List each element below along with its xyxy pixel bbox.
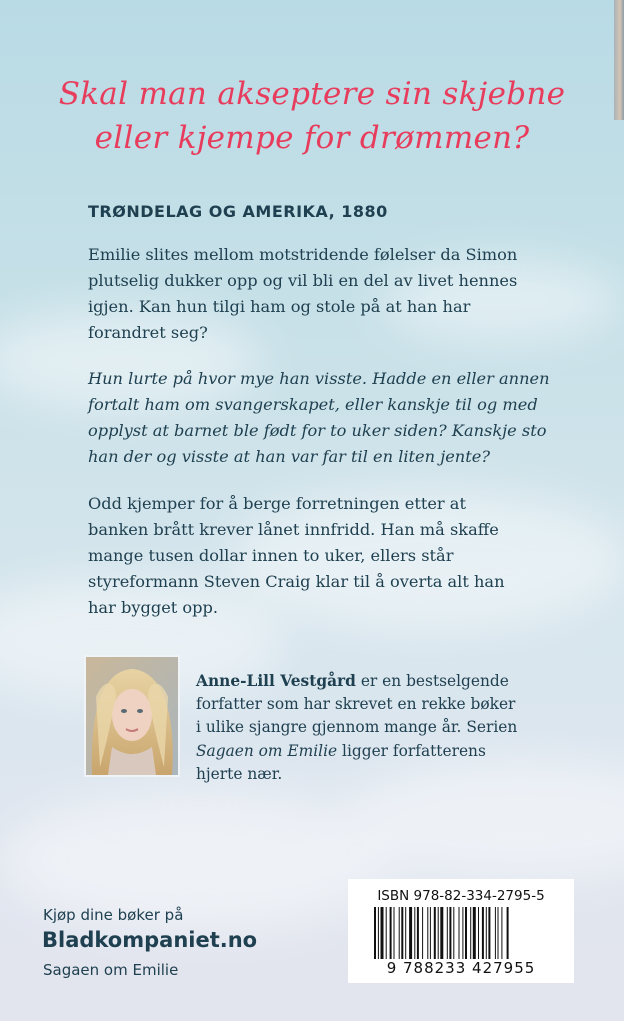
barcode-number: 9 788233 427955 [386, 959, 536, 977]
text-line: plutselig dukker opp og vil bli en del av livet hennes [88, 271, 518, 290]
isbn-label: ISBN 978-82-334-2795-5 [377, 888, 545, 904]
blurb-paragraph-1 [88, 242, 548, 346]
series-name: Sagaen om Emilie [43, 961, 179, 979]
series-title: Sagaen om Emilie [196, 741, 338, 760]
author-bio-line: forfatter som har skrevet en rekke bøker [196, 695, 516, 714]
setting-heading: TRØNDELAG OG AMERIKA, 1880 [88, 202, 388, 221]
text-line: Emilie slites mellom motstridende følelser da Simon [88, 245, 518, 264]
author-bio-text: ligger forfatterens [337, 741, 486, 760]
barcode-icon [374, 907, 550, 959]
text-line: han der og visste at han var far til en liten jente? [88, 447, 491, 466]
tagline-line-1: Skal man akseptere sin skjebne [58, 76, 566, 112]
author-photo [84, 655, 180, 777]
text-line: banken brått krever lånet innfridd. Han må skaffe [88, 520, 499, 539]
text-line: igjen. Kan hun tilgi ham og stole på at han har [88, 297, 471, 316]
text-line: Odd kjemper for å berge forretningen etter at [88, 494, 466, 513]
author-bio-line: i ulike sjangre gjennom mange år. Serien [196, 718, 518, 737]
author-bio-line: hjerte nær. [196, 764, 283, 783]
author-bio-line [196, 670, 576, 693]
text-line: forandret seg? [88, 323, 208, 342]
excerpt-paragraph [88, 366, 548, 470]
author-bio-text: er en bestselgende [355, 672, 509, 690]
text-line: styreformann Steven Craig klar til å overta alt han [88, 572, 505, 591]
cover-edge-photo [614, 0, 624, 120]
text-line: opplyst at barnet ble født for to uker siden? Kanskje sto [88, 421, 547, 440]
text-line: mange tusen dollar innen to uker, ellers står [88, 546, 454, 565]
blurb-paragraph-2 [88, 491, 548, 621]
text-line: Hun lurte på hvor mye han visste. Hadde en eller annen [88, 369, 550, 388]
author-name: Anne-Lill Vestgård [196, 672, 356, 690]
barcode-panel [348, 879, 574, 983]
author-bio-line [196, 740, 576, 763]
tagline [40, 72, 584, 160]
tagline-line-2: eller kjempe for drømmen? [94, 120, 530, 156]
author-bio [196, 670, 576, 786]
text-line: fortalt ham om svangerskapet, eller kanskje til og med [88, 395, 538, 414]
text-line: har bygget opp. [88, 598, 219, 617]
buy-books-text: Kjøp dine bøker på [43, 906, 184, 924]
publisher-website: Bladkompaniet.no [42, 928, 258, 952]
